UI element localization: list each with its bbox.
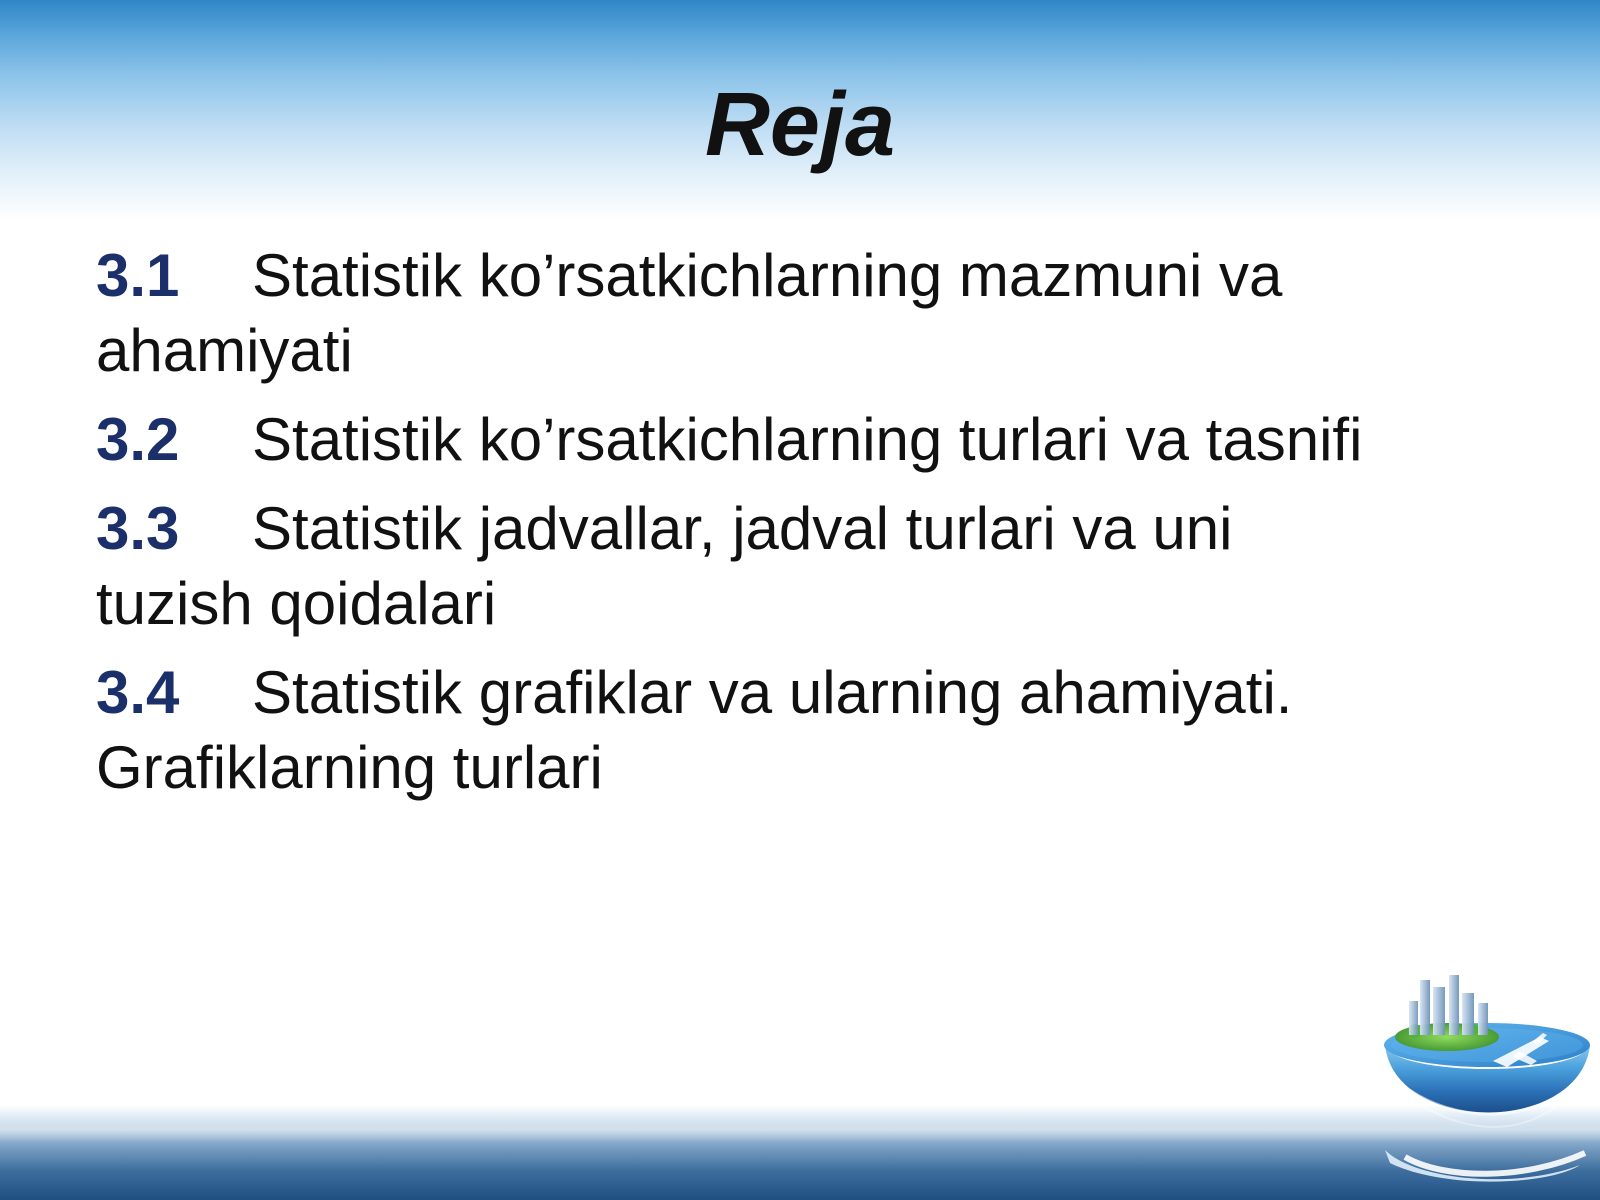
plan-item: [96, 491, 1376, 641]
plan-list: [96, 238, 1376, 819]
plan-item: [96, 402, 1376, 477]
plan-item-text: Statistik jadvallar, jadval turlari va uni tuzish qoidalari: [96, 495, 1233, 637]
slide-title: Reja: [704, 75, 896, 175]
plan-item-text: Statistik grafiklar va ularning ahamiyati. Grafiklarning turlari: [96, 659, 1293, 801]
plan-item-number: 3.3: [96, 495, 180, 562]
plan-item-number: 3.2: [96, 406, 180, 473]
plan-item-number: 3.1: [96, 242, 180, 309]
plan-item-number: 3.4: [96, 659, 180, 726]
plan-item: [96, 655, 1376, 805]
plan-item-text: Statistik ko’rsatkichlarning turlari va tasnifi: [252, 406, 1363, 473]
plan-item-text: Statistik ko’rsatkichlarning mazmuni va ahamiyati: [96, 242, 1283, 384]
city-globe-illustration: [1375, 975, 1600, 1200]
plan-item: [96, 238, 1376, 388]
bottom-glow: [0, 1118, 1600, 1142]
